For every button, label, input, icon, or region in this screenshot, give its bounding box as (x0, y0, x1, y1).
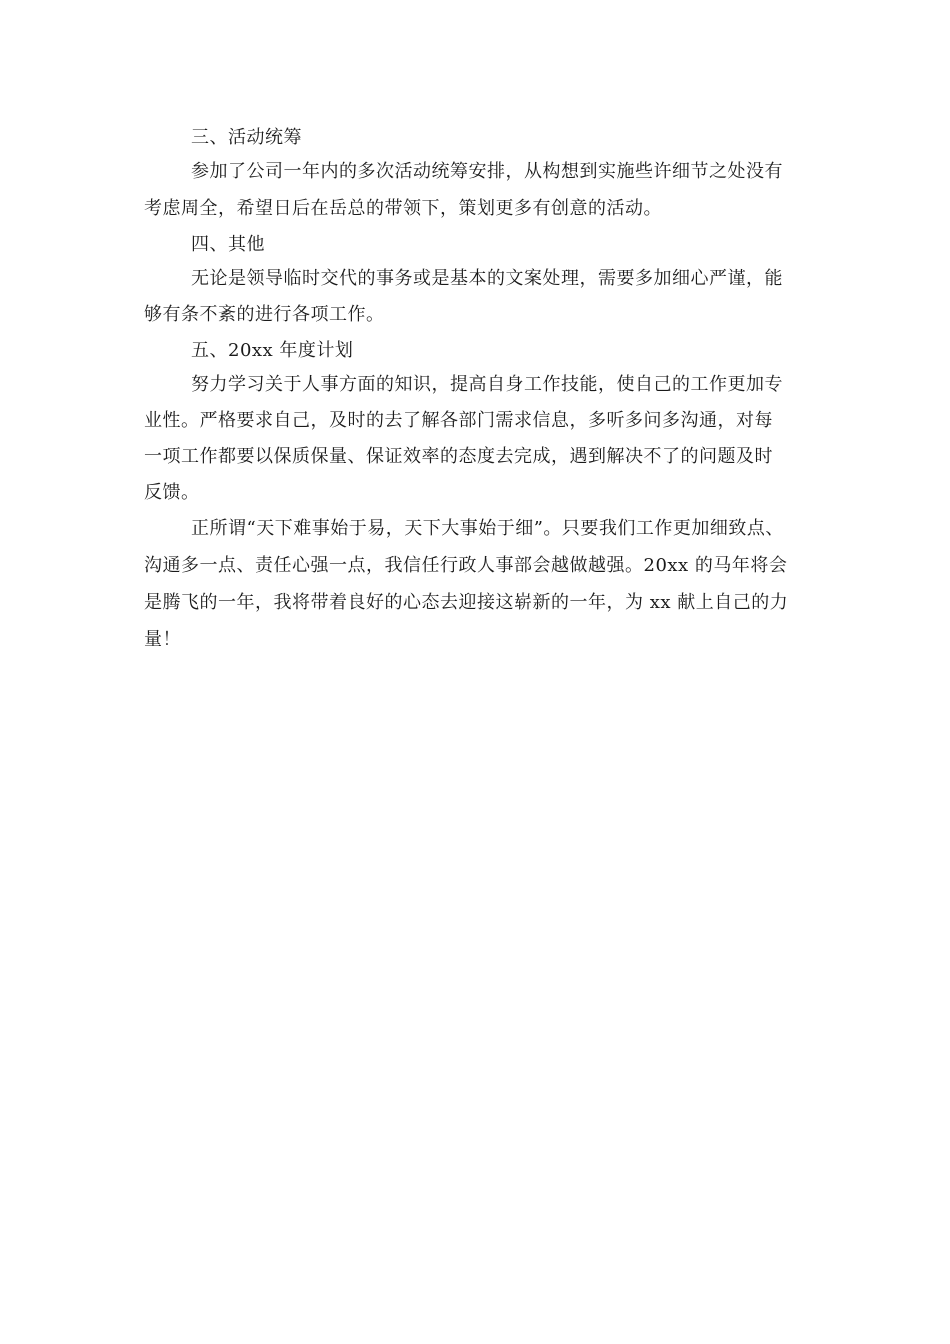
paragraph-line: 业性。严格要求自己，及时的去了解各部门需求信息，多听多问多沟通，对每 (144, 410, 773, 431)
paragraph-line: 沟通多一点、责任心强一点，我信任行政人事部会越做越强。20xx 的马年将会 (144, 555, 788, 576)
paragraph-line: 参加了公司一年内的多次活动统筹安排，从构想到实施些许细节之处没有 (191, 161, 783, 182)
paragraph-line: 正所谓“天下难事始于易，天下大事始于细”。只要我们工作更加细致点、 (191, 518, 784, 539)
section-heading-plan: 五、20xx 年度计划 (191, 340, 354, 361)
paragraph-line: 反馈。 (144, 482, 200, 503)
paragraph-line: 考虑周全，希望日后在岳总的带领下，策划更多有创意的活动。 (144, 198, 662, 219)
section-heading-other: 四、其他 (191, 234, 265, 255)
section-heading-activities: 三、活动统筹 (191, 127, 302, 148)
paragraph-line: 一项工作都要以保质保量、保证效率的态度去完成，遇到解决不了的问题及时 (144, 446, 773, 467)
paragraph-line: 努力学习关于人事方面的知识，提高自身工作技能，使自己的工作更加专 (191, 374, 783, 395)
paragraph-line: 量！ (144, 629, 181, 650)
paragraph-line: 够有条不紊的进行各项工作。 (144, 304, 385, 325)
paragraph-line: 是腾飞的一年，我将带着良好的心态去迎接这崭新的一年，为 xx 献上自己的力 (144, 592, 789, 613)
paragraph-line: 无论是领导临时交代的事务或是基本的文案处理，需要多加细心严谨，能 (191, 268, 783, 289)
